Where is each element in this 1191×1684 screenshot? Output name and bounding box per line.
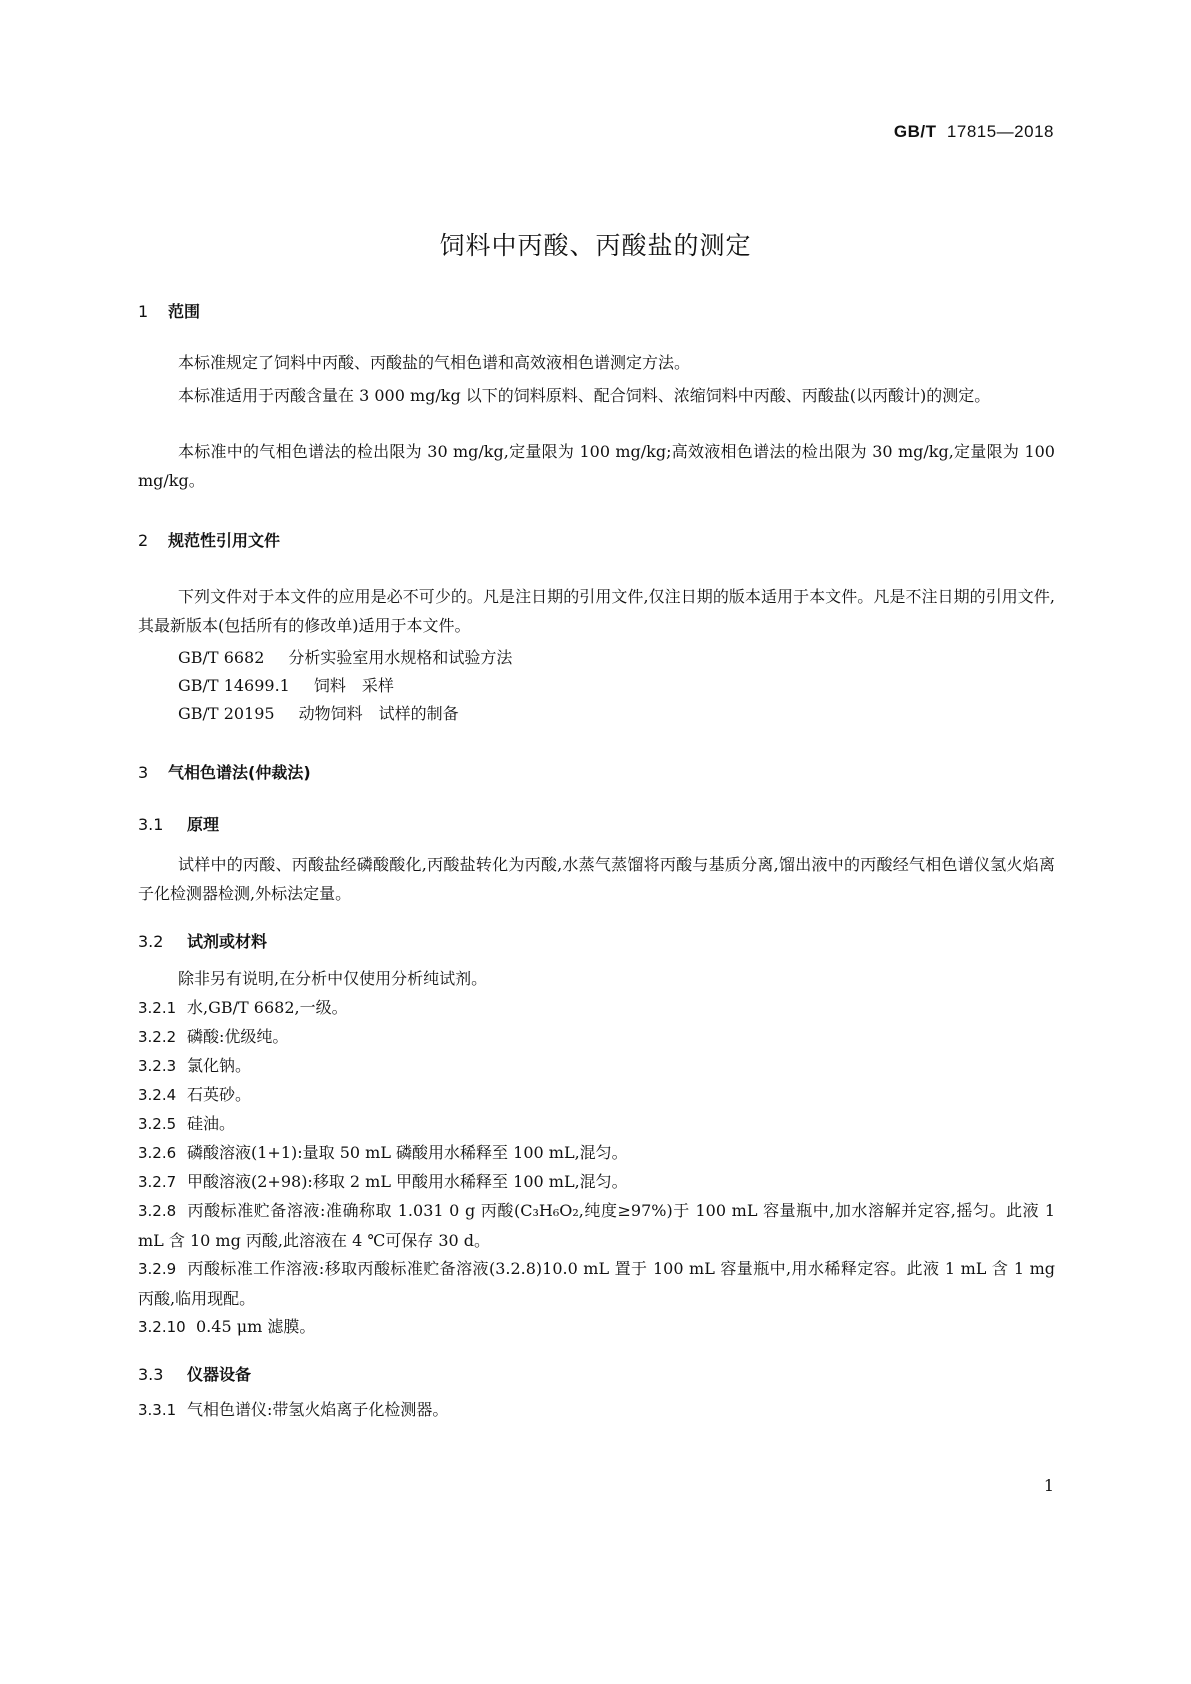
section-number: 3 bbox=[138, 763, 149, 782]
item-number: 3.2.10 bbox=[138, 1318, 186, 1336]
standard-prefix: GB/T bbox=[893, 122, 937, 141]
standard-code: 17815—2018 bbox=[946, 122, 1054, 141]
item-text: 0.45 μm 滤膜。 bbox=[196, 1317, 316, 1336]
reagent-item bbox=[138, 1051, 1055, 1081]
reagent-item bbox=[138, 993, 1055, 1023]
item-number: 3.2.9 bbox=[138, 1260, 177, 1278]
scope-paragraph-3: 本标准中的气相色谱法的检出限为 30 mg/kg,定量限为 100 mg/kg;高效液相色谱法的检出限为 30 mg/kg,定量限为 100 mg/kg。 bbox=[138, 442, 1055, 490]
item-text: 丙酸标准贮备溶液:准确称取 1.031 0 g 丙酸(C₃H₆O₂,纯度≥97%)于 100 mL 容量瓶中,加水溶解并定容,摇匀。此液 1 mL 含 10 mg 丙酸,此溶液在 4 ℃可保存 30 d。 bbox=[138, 1201, 1055, 1250]
reagent-item bbox=[138, 1312, 1055, 1342]
reference-title: 动物饲料 试样的制备 bbox=[298, 704, 459, 723]
reference-code: GB/T 6682 bbox=[178, 648, 265, 667]
item-number: 3.2.2 bbox=[138, 1028, 177, 1046]
scope-paragraph-1: 本标准规定了饲料中丙酸、丙酸盐的气相色谱和高效液相色谱测定方法。 bbox=[178, 353, 691, 372]
scope-paragraph-2: 本标准适用于丙酸含量在 3 000 mg/kg 以下的饲料原料、配合饲料、浓缩饲料中丙酸、丙酸盐(以丙酸计)的测定。 bbox=[178, 386, 991, 405]
section-title: 范围 bbox=[168, 302, 201, 321]
section-number: 3.2 bbox=[138, 932, 164, 951]
section-title: 试剂或材料 bbox=[187, 932, 268, 951]
item-text: 磷酸:优级纯。 bbox=[187, 1027, 289, 1046]
item-text: 水,GB/T 6682,一级。 bbox=[187, 998, 348, 1017]
item-text: 磷酸溶液(1+1):量取 50 mL 磷酸用水稀释至 100 mL,混匀。 bbox=[187, 1143, 628, 1162]
section-heading-references bbox=[138, 528, 280, 551]
section-heading-scope bbox=[138, 299, 200, 322]
item-number: 3.2.4 bbox=[138, 1086, 177, 1104]
subsection-heading-equipment bbox=[138, 1362, 251, 1385]
reference-code: GB/T 14699.1 bbox=[178, 676, 290, 695]
reagent-item bbox=[138, 1167, 1055, 1197]
equipment-item bbox=[138, 1395, 1055, 1425]
section-number: 1 bbox=[138, 302, 149, 321]
reagent-item bbox=[138, 1254, 1055, 1313]
item-text: 石英砂。 bbox=[187, 1085, 252, 1104]
reagent-item bbox=[138, 1080, 1055, 1110]
item-text: 氯化钠。 bbox=[187, 1056, 252, 1075]
section-number: 3.1 bbox=[138, 815, 164, 834]
item-text: 甲酸溶液(2+98):移取 2 mL 甲酸用水稀释至 100 mL,混匀。 bbox=[187, 1172, 628, 1191]
item-number: 3.2.1 bbox=[138, 999, 177, 1017]
section-number: 2 bbox=[138, 531, 149, 550]
subsection-heading-reagents bbox=[138, 929, 267, 952]
reagent-item bbox=[138, 1196, 1055, 1255]
reagents-intro: 除非另有说明,在分析中仅使用分析纯试剂。 bbox=[178, 969, 488, 988]
principle-paragraph: 试样中的丙酸、丙酸盐经磷酸酸化,丙酸盐转化为丙酸,水蒸气蒸馏将丙酸与基质分离,馏出液中的丙酸经气相色谱仪氢火焰离子化检测器检测,外标法定量。 bbox=[138, 855, 1055, 903]
section-number: 3.3 bbox=[138, 1365, 164, 1384]
standard-number bbox=[894, 122, 1054, 142]
page-number: 1 bbox=[1043, 1476, 1054, 1495]
section-title: 原理 bbox=[187, 815, 220, 834]
section-heading-gc-method bbox=[138, 760, 311, 783]
section-title: 规范性引用文件 bbox=[168, 531, 281, 550]
reference-item bbox=[178, 673, 394, 696]
document-title: 饲料中丙酸、丙酸盐的测定 bbox=[439, 231, 752, 260]
reference-title: 饲料 采样 bbox=[313, 676, 394, 695]
reference-item bbox=[178, 701, 459, 724]
reference-item bbox=[178, 645, 512, 668]
item-number: 3.2.6 bbox=[138, 1144, 177, 1162]
item-number: 3.3.1 bbox=[138, 1401, 177, 1419]
item-number: 3.2.3 bbox=[138, 1057, 177, 1075]
item-text: 丙酸标准工作溶液:移取丙酸标准贮备溶液(3.2.8)10.0 mL 置于 100 mL 容量瓶中,用水稀释定容。此液 1 mL 含 1 mg 丙酸,临用现配。 bbox=[138, 1259, 1055, 1308]
item-text: 硅油。 bbox=[187, 1114, 236, 1133]
section-title: 仪器设备 bbox=[187, 1365, 252, 1384]
item-number: 3.2.5 bbox=[138, 1115, 177, 1133]
item-text: 气相色谱仪:带氢火焰离子化检测器。 bbox=[187, 1400, 449, 1419]
reagent-item bbox=[138, 1109, 1055, 1139]
reference-code: GB/T 20195 bbox=[178, 704, 275, 723]
reagent-item bbox=[138, 1022, 1055, 1052]
subsection-heading-principle bbox=[138, 812, 219, 835]
section-title: 气相色谱法(仲裁法) bbox=[168, 763, 311, 782]
reference-title: 分析实验室用水规格和试验方法 bbox=[288, 648, 513, 667]
item-number: 3.2.8 bbox=[138, 1202, 177, 1220]
reagent-item bbox=[138, 1138, 1055, 1168]
references-intro: 下列文件对于本文件的应用是必不可少的。凡是注日期的引用文件,仅注日期的版本适用于本文件。凡是不注日期的引用文件,其最新版本(包括所有的修改单)适用于本文件。 bbox=[138, 587, 1055, 635]
item-number: 3.2.7 bbox=[138, 1173, 177, 1191]
